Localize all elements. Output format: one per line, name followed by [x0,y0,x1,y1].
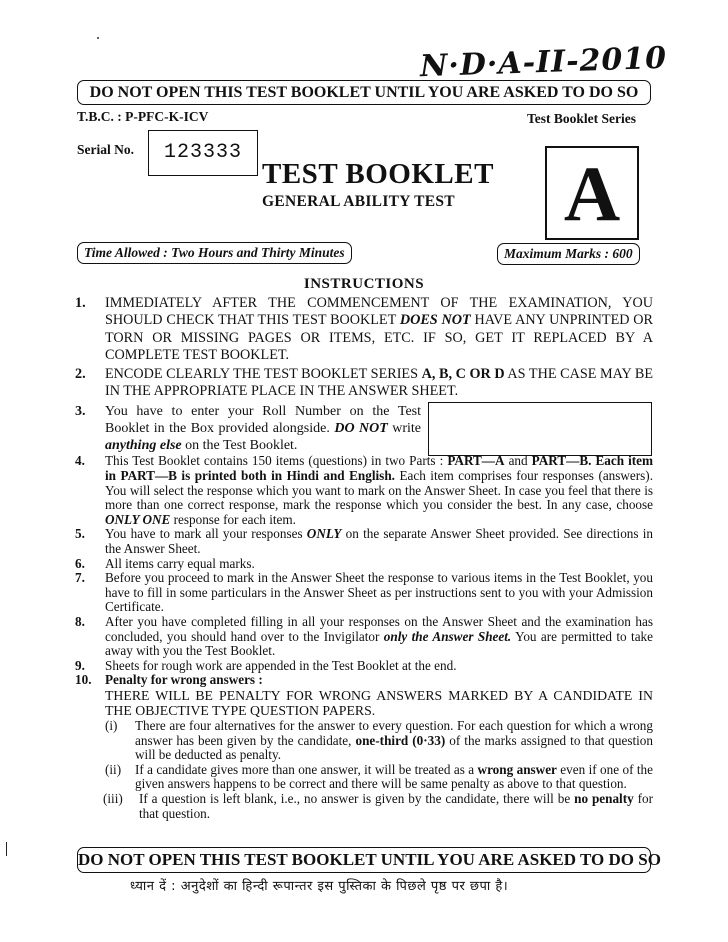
page-title: TEST BOOKLET [262,158,494,190]
item-text: Before you proceed to mark in the Answer Sheet the response to various items in the Test Booklet, you have to fill in some particulars in the Answer Sheet as per instructions sent to you with your Admission Certificate. [105,570,653,615]
item-text: If a question is left blank, i.e., no answer is given by the candidate, there will be [139,790,575,806]
item-text: Sheets for rough work are appended in the Test Booklet at the end. [105,657,457,673]
item-text: After you have completed filling in all your responses on the Answer Sheet and the examination has concluded, you should hand over to the Invigilator [105,613,653,644]
page-subtitle: GENERAL ABILITY TEST [262,193,455,210]
item-text: on the Test Booklet. [181,438,298,454]
instruction-item [75,557,653,572]
item-emphasis: A, B, C OR D [421,365,505,382]
instruction-item [75,673,653,688]
handwritten-exam-code: N·D·A-II-2010 [419,40,668,85]
instructions-heading: INSTRUCTIONS [303,276,425,292]
booklet-series-label: Test Booklet Series [527,111,636,126]
item-emphasis: DOES NOT [399,312,471,329]
item-text: THERE WILL BE PENALTY FOR WRONG ANSWERS MARKED BY A CANDIDATE IN THE OBJECTIVE TYPE QUESTION PAPERS. [105,687,653,719]
item-text: write [387,421,422,437]
tbc-code: T.B.C. : P-PFC-K-ICV [77,109,209,124]
item-number: 2. [75,365,86,382]
item-text: All items carry equal marks. [105,555,255,571]
maximum-marks-badge: Maximum Marks : 600 [497,243,640,265]
penalty-statement [75,688,653,719]
item-text: IMMEDIATELY AFTER THE COMMENCEMENT OF THE EXAMINATION, YOU SHOULD CHECK THAT THIS TEST BOOKLET [105,295,653,329]
item-text: and [504,453,532,469]
item-text: HAVE ANY UNPRINTED OR TORN OR MISSING PAGES OR ITEMS, ETC. IF SO, GET IT REPLACED BY A COMPLETE TEST BOOKLET. [105,312,654,364]
item-emphasis: only the Answer Sheet. [383,628,512,644]
item-number: 6. [75,555,85,571]
speck-mark [97,37,99,39]
item-text: Each item comprises four responses (answers). You will select the response which you want to mark on the Answer Sheet. In case you feel that there is more than one correct response, mark the response which you consider the best. In any case, choose [105,468,653,513]
item-text: of the marks assigned to that question will be deducted as penalty. [135,732,653,763]
item-text: You have to mark all your responses [105,526,307,542]
item-number: 7. [75,570,85,586]
item-text: If a candidate gives more than one answer, it will be treated as a [135,761,478,777]
item-number: 4. [75,453,85,469]
item-number: 3. [75,404,86,420]
margin-mark [6,842,7,856]
item-text: AS THE CASE MAY BE IN THE APPROPRIATE PLACE IN THE ANSWER SHEET. [105,365,653,400]
item-emphasis: PART—A [447,453,505,469]
time-allowed-badge: Time Allowed : Two Hours and Thirty Minutes [77,242,352,264]
item-emphasis: one-third (0·33) [355,732,446,748]
serial-label: Serial No. [77,142,134,157]
item-text: even if one of the given answers happens to be correct and there will be same penalty as above to that question. [135,761,653,792]
item-text: You are permitted to take away with you the Test Booklet. [105,628,653,659]
rule-number: (iii) [103,790,123,806]
item-text: You have to enter your Roll Number on the Test Booklet in the Box provided alongside. [105,404,421,437]
item-emphasis: wrong answer [477,761,557,777]
item-emphasis: PART—B. Each item in PART—B is printed both in Hindi and English. [105,453,653,484]
item-text: for that question. [139,790,653,821]
hindi-note: ध्यान दें : अनुदेशों का हिन्दी रूपान्तर इस पुस्तिका के पिछले पृष्ठ पर छपा है। [130,879,509,894]
item-number: 5. [75,526,85,542]
rule-number: (ii) [105,761,122,777]
item-emphasis: DO NOT [334,421,388,437]
item-emphasis: anything else [105,438,182,454]
item-text: response for each item. [170,511,296,527]
item-text: on the separate Answer Sheet provided. See directions in the Answer Sheet. [105,526,653,556]
instruction-item [75,571,653,615]
instruction-item [75,403,653,454]
item-emphasis: no penalty [574,790,634,806]
penalty-rule [105,719,653,763]
item-number: 10. [75,672,92,688]
item-text: This Test Booklet contains 150 items (questions) in two Parts : [105,453,448,469]
item-text: There are four alternatives for the answer to every question. For each question for which a wrong answer has been given by the candidate, [135,717,653,748]
item-emphasis: ONLY [306,526,342,542]
item-text: ENCODE CLEARLY THE TEST BOOKLET SERIES [105,365,422,382]
series-letter-box: A [545,146,639,240]
instruction-item [75,527,653,556]
instruction-item [75,295,653,365]
top-warning-banner: DO NOT OPEN THIS TEST BOOKLET UNTIL YOU ARE ASKED TO DO SO [77,80,651,105]
bottom-warning-banner: DO NOT OPEN THIS TEST BOOKLET UNTIL YOU ARE ASKED TO DO SO [77,847,651,873]
penalty-heading: Penalty for wrong answers : [105,672,263,688]
penalty-rule [105,763,653,792]
item-emphasis: ONLY ONE [105,511,171,527]
item-number: 9. [75,657,85,673]
instruction-item [75,615,653,659]
rule-number: (i) [105,717,118,733]
serial-number-box: 123333 [148,130,258,176]
instructions-list [75,295,653,821]
penalty-rules [75,719,653,821]
penalty-rule [105,792,653,821]
instruction-item [75,659,653,674]
item-number: 8. [75,613,85,629]
instruction-item [75,454,653,527]
instruction-item [75,366,653,401]
item-number: 1. [75,295,86,311]
